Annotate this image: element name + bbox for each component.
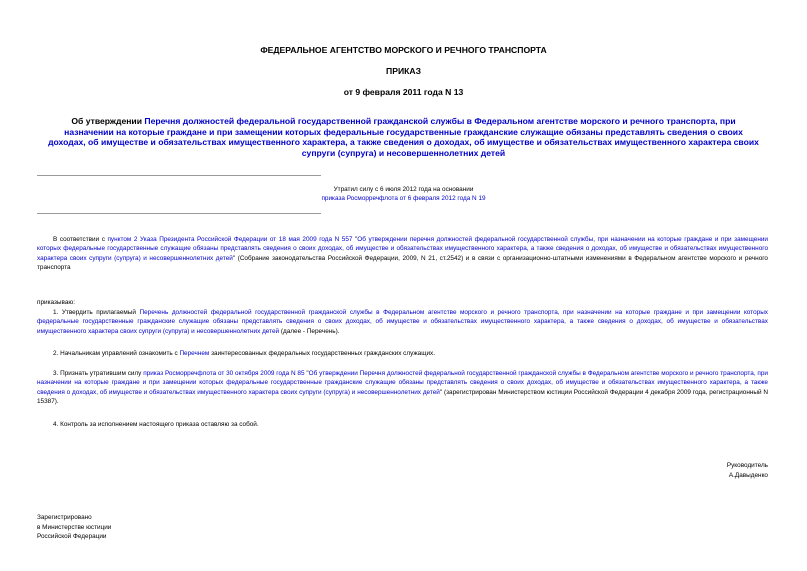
repealed-order-link[interactable]: приказ Росморречфлота от 30 октября 2009 года N 85 — [143, 370, 305, 377]
item-3-tail: " (зарегистрирован Министерством юстиции Российской Федерации 4 декабря 2009 года, регистрационный N 15387). — [37, 388, 769, 405]
item-3-quote: " — [304, 370, 309, 377]
item-2-paragraph — [53, 349, 768, 358]
decree-title-link[interactable]: Об утверждении перечня должностей федеральной государственной службы, при назначении на которые граждане и при замещении которых федеральные государственные служащие обязаны представлять сведения о своих доходах, об имуществе и обязательствах имущественного характера, а также сведения о доходах, об имуществе и обязательствах имущественного характера своих супруги (супруга) и несовершеннолетних детей — [37, 236, 768, 262]
item-1-text: 1. Утвердить прилагаемый — [53, 309, 140, 316]
list-link[interactable]: Перечнем — [179, 350, 210, 357]
bottom-divider — [37, 213, 321, 214]
item-3-paragraph — [37, 369, 768, 406]
registration-block — [37, 513, 111, 542]
signatory-name: А.Давыденко — [728, 471, 768, 479]
repealed-order-title-link[interactable]: Об утверждении Перечня должностей федеральной государственной гражданской службы в Федеральном агентстве морского и речного транспорта, при назначении на которые граждане и при замещении которых федеральные государственные гражданские служащие обязаны представлять сведения о своих доходах, об имуществе и обязательствах имущественного характера, а также сведения о доходах, об имуществе и обязательствах имущественного характера своих супруги (супруга) и несовершеннолетних детей — [37, 370, 768, 396]
document-title — [48, 116, 759, 158]
title-prefix: Об утверждении — [71, 116, 145, 126]
preamble-paragraph — [37, 235, 768, 272]
registration-line-1: Зарегистрировано — [37, 514, 92, 521]
preamble-quote: " — [352, 236, 358, 243]
registration-line-2: в Министерстве юстиции — [37, 523, 112, 531]
preamble-tail: " (Собрание законодательства Российской Федерации, 2009, N 21, ст.2542) и в связи с организационно-штатными изменениями в Федеральном агентстве морского и речного транспорта — [37, 254, 768, 271]
signatory-position: Руководитель — [726, 462, 768, 469]
registration-line-3: Российской Федерации — [37, 533, 107, 540]
agency-name: ФЕДЕРАЛЬНОЕ АГЕНТСТВО МОРСКОГО И РЕЧНОГО ТРАНСПОРТА — [260, 45, 547, 55]
repeal-order-link[interactable]: приказа Росморречфлота от 6 февраля 2012 года N 19 — [321, 195, 486, 203]
top-divider — [37, 175, 321, 176]
repeal-status — [0, 185, 807, 204]
item-4-paragraph: 4. Контроль за исполнением настоящего приказа оставляю за собой. — [53, 421, 259, 428]
decree-point-link[interactable]: пунктом 2 Указа Президента Российской Федерации от 18 мая 2009 года N 557 — [107, 236, 353, 243]
order-word: приказываю: — [37, 299, 75, 306]
repeal-status-text: Утратил силу с 6 июля 2012 года на основании — [333, 186, 474, 193]
item-3-text: 3. Признать утратившим силу — [53, 370, 144, 377]
preamble-text: В соответствии с — [53, 236, 108, 243]
signature-block — [727, 461, 768, 480]
item-2-text: 2. Начальникам управлений ознакомить с — [53, 350, 180, 357]
item-1-tail: (далее - Перечень). — [279, 327, 340, 335]
approved-list-link[interactable]: Перечень должностей федеральной государственной гражданской службы в Федеральном агентстве морского и речного транспорта, при назначении на которые граждане и при замещении которых федеральные государственные гражданские служащие обязаны представлять сведения о своих доходах, об имуществе и обязательствах имущественного характера, а также сведения о доходах, об имуществе и обязательствах имущественного характера своих супруги (супруга) и несовершеннолетних детей — [37, 309, 768, 335]
document-type: ПРИКАЗ — [386, 66, 421, 76]
item-1-paragraph — [37, 308, 768, 336]
document-date-number: от 9 февраля 2011 года N 13 — [343, 87, 464, 97]
title-list-link[interactable]: Перечня должностей федеральной государственной гражданской службы в Федеральном агентстве морского и речного транспорта, при назначении на которые граждане и при замещении которых федеральные государственные гражданские служащие обязаны представлять сведения о своих доходах, об имуществе и обязательствах имущественного характера, а также сведения о доходах, об имуществе и обязательствах имущественного характера своих супруги (супруга) и несовершеннолетних детей — [48, 116, 759, 158]
item-2-tail: заинтересованных федеральных государственных гражданских служащих. — [209, 350, 435, 357]
